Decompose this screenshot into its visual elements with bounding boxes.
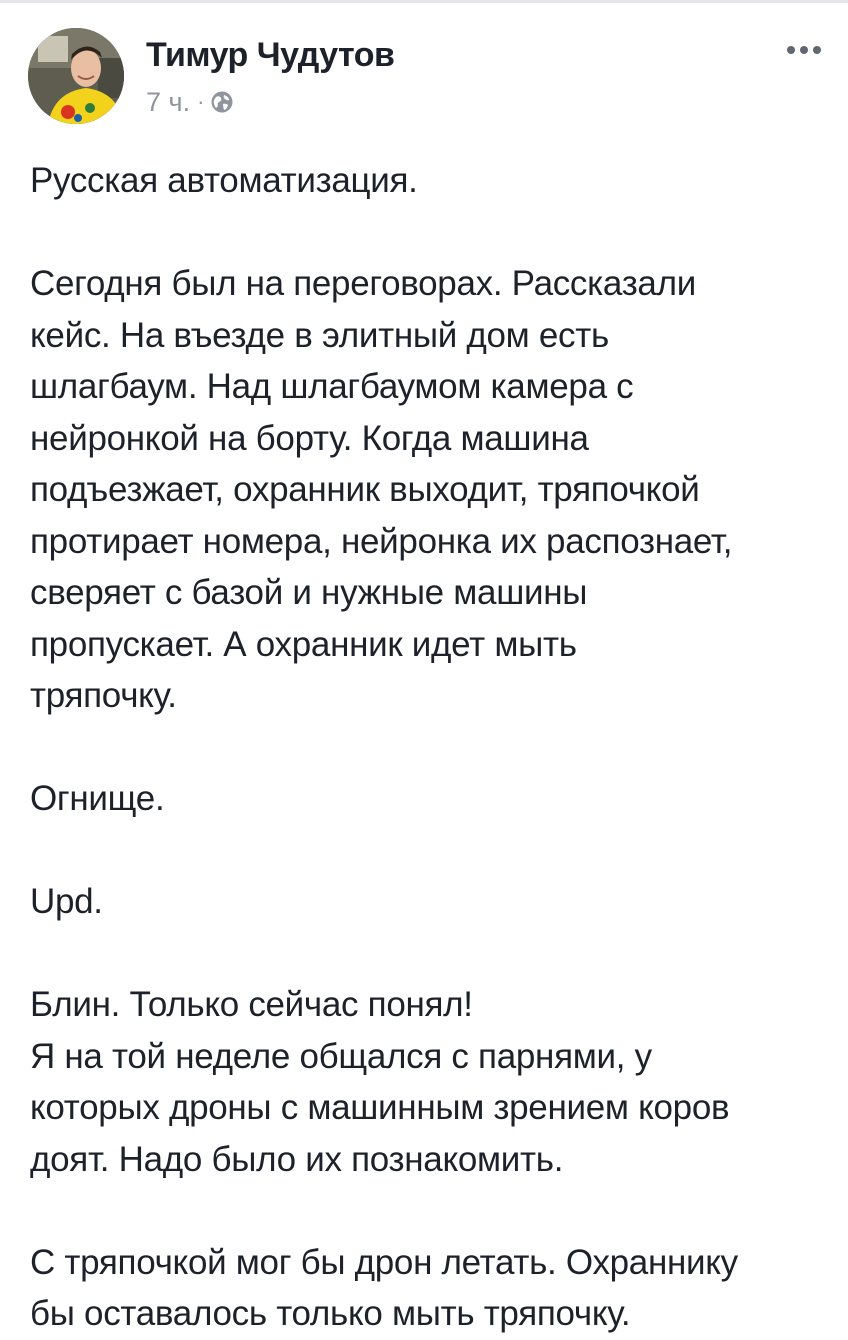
avatar-image — [28, 28, 124, 124]
post-paragraph: Сегодня был на переговорах. Рассказали кейс. На въезде в элитный дом есть шлагбаум. Над шлагбаумом камера с нейронкой на борту. Когда машина подъезжает, охранник выходит, тряпочкой протирает номера, нейронка их распознает, сверяет с базой и нужные машины пропускает. А охранник идет мыть тряпочку. — [30, 264, 733, 715]
post-paragraph: Огнище. — [30, 779, 165, 818]
post-paragraph: Русская автоматизация. — [30, 161, 418, 200]
post-paragraph: Upd. — [30, 882, 103, 921]
post-paragraph: Блин. Только сейчас понял! Я на той неделе общался с парнями, у которых дроны с машинным зрением коров доят. Надо было их познакомить. — [30, 985, 730, 1179]
post-text — [30, 155, 830, 1340]
post-meta — [146, 86, 234, 118]
author-name[interactable]: Тимур Чудутов — [146, 36, 395, 74]
post-timestamp[interactable]: 7 ч. — [146, 86, 191, 117]
meta-separator: · — [197, 89, 205, 114]
globe-icon[interactable] — [210, 90, 234, 114]
top-divider — [0, 0, 848, 3]
avatar[interactable] — [28, 28, 124, 124]
post-paragraph: С тряпочкой мог бы дрон летать. Охраннику бы оставалось только мыть тряпочку. — [30, 1242, 738, 1333]
more-options-icon[interactable] — [780, 38, 828, 62]
post-header — [28, 28, 828, 128]
